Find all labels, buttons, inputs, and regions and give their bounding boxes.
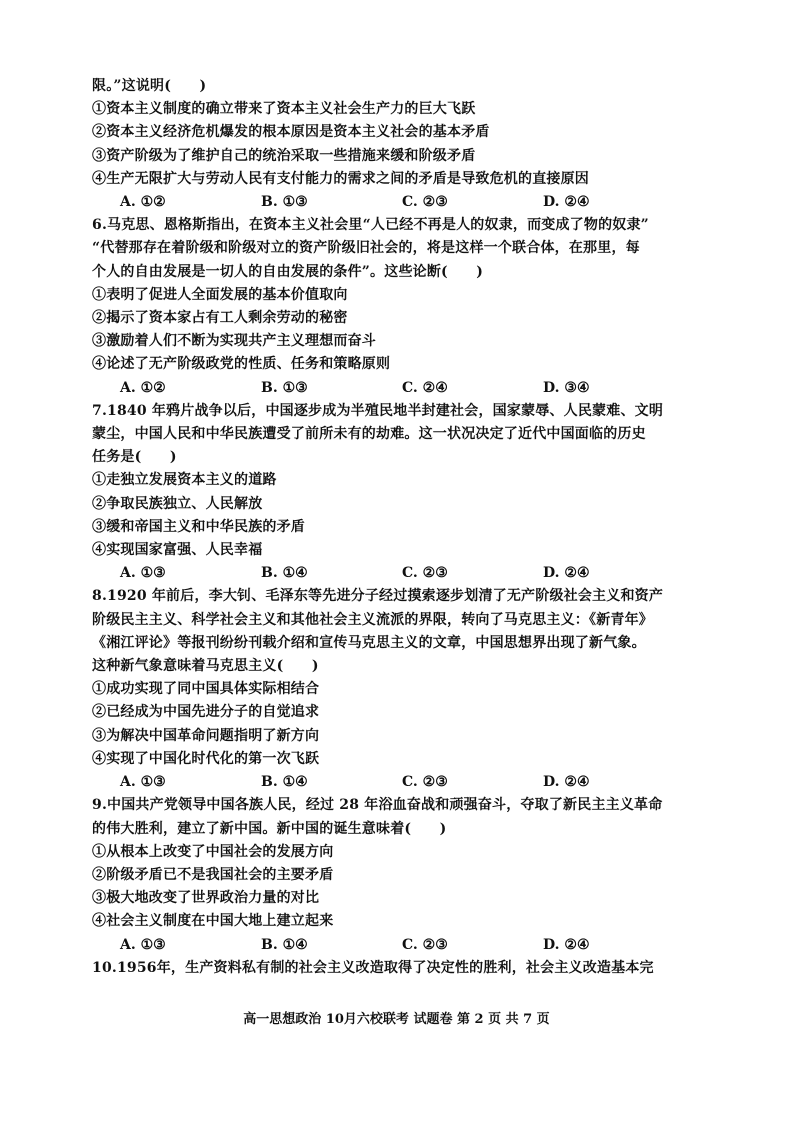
q7-option-b[interactable]: B. ①④ — [261, 565, 308, 582]
q8-item-3: ③为解决中国革命问题指明了新方向 — [92, 727, 320, 744]
q8-stem-line-1: 8.1920 年前后，李大钊、毛泽东等先进分子经过摸索逐步划清了无产阶级社会主义和资产 — [92, 588, 664, 605]
q9-item-4: ④社会主义制度在中国大地上建立起来 — [92, 913, 334, 930]
q8-item-2: ②已经成为中国先进分子的自觉追求 — [92, 704, 320, 721]
q8-option-b[interactable]: B. ①④ — [261, 774, 308, 791]
q6-item-2: ②揭示了资本家占有工人剩余劳动的秘密 — [92, 310, 348, 327]
q7-option-a[interactable]: A. ①③ — [120, 565, 166, 582]
q9-option-d[interactable]: D. ②④ — [543, 936, 590, 953]
q6-option-a[interactable]: A. ①② — [120, 379, 166, 396]
q7-stem-line-3: 任务是( ) — [92, 449, 177, 466]
q6-option-c[interactable]: C. ②④ — [402, 379, 448, 396]
q8-stem-line-3: 《湘江评论》等报刊纷纷刊载介绍和宣传马克思主义的文章，中国思想界出现了新气象。 — [92, 634, 646, 651]
q5-option-b[interactable]: B. ①③ — [261, 194, 308, 211]
q9-option-c[interactable]: C. ②③ — [402, 936, 448, 953]
q6-stem-line-1: 6.马克思、恩格斯指出，在资本主义社会里“人已经不再是人的奴隶，而变成了物的奴隶” — [92, 217, 649, 234]
page-footer: 高一思想政治 10月六校联考 试题卷 第 2 页 共 7 页 — [243, 1012, 550, 1027]
q8-option-d[interactable]: D. ②④ — [543, 774, 590, 791]
page-content — [92, 75, 704, 980]
q8-stem-line-4: 这种新气象意味着马克思主义( ) — [92, 658, 319, 675]
q5-item-3: ③资产阶级为了维护自己的统治采取一些措施来缓和阶级矛盾 — [92, 147, 476, 164]
q9-stem-line-2: 的伟大胜利，建立了新中国。新中国的诞生意味着( ) — [92, 820, 447, 837]
q7-option-d[interactable]: D. ②④ — [543, 565, 590, 582]
q5-option-d[interactable]: D. ②④ — [543, 194, 590, 211]
q8-item-4: ④实现了中国化时代化的第一次飞跃 — [92, 750, 320, 767]
q6-stem-line-3: 个人的自由发展是一切人的自由发展的条件”。这些论断( ) — [92, 263, 484, 280]
q8-item-1: ①成功实现了同中国具体实际相结合 — [92, 681, 320, 698]
q5-item-4: ④生产无限扩大与劳动人民有支付能力的需求之间的矛盾是导致危机的直接原因 — [92, 170, 589, 187]
q5-options — [92, 191, 704, 214]
q6-option-b[interactable]: B. ①③ — [261, 379, 308, 396]
q7-stem-line-2: 蒙尘，中国人民和中华民族遭受了前所未有的劫难。这一状况决定了近代中国面临的历史 — [92, 426, 646, 443]
q9-item-2: ②阶级矛盾已不是我国社会的主要矛盾 — [92, 866, 334, 883]
q10-stem-line-1: 10.1956年，生产资料私有制的社会主义改造取得了决定性的胜利，社会主义改造基本完 — [92, 959, 654, 976]
q5-stem-tail: 限。”这说明( ) — [92, 78, 207, 94]
q9-stem-line-1: 9.中国共产党领导中国各族人民，经过 28 年浴血奋战和顽强奋斗，夺取了新民主主义革命 — [92, 797, 663, 814]
q8-stem-line-2: 阶级民主主义、科学社会主义和其他社会主义流派的界限，转向了马克思主义：《新青年》 — [92, 611, 653, 628]
q9-option-a[interactable]: A. ①③ — [120, 936, 166, 953]
q6-options — [92, 377, 704, 400]
q5-item-1: ①资本主义制度的确立带来了资本主义社会生产力的巨大飞跃 — [92, 101, 476, 118]
q7-item-2: ②争取民族独立、人民解放 — [92, 495, 263, 512]
q9-item-1: ①从根本上改变了中国社会的发展方向 — [92, 843, 334, 860]
q9-options — [92, 934, 704, 957]
q9-item-3: ③极大地改变了世界政治力量的对比 — [92, 890, 320, 907]
q6-item-1: ①表明了促进人全面发展的基本价值取向 — [92, 286, 348, 303]
q7-options — [92, 562, 704, 585]
q9-option-b[interactable]: B. ①④ — [261, 936, 308, 953]
q5-option-c[interactable]: C. ②③ — [402, 194, 448, 211]
q6-item-3: ③激励着人们不断为实现共产主义理想而奋斗 — [92, 333, 376, 350]
q8-option-a[interactable]: A. ①③ — [120, 774, 166, 791]
q6-item-4: ④论述了无产阶级政党的性质、任务和策略原则 — [92, 356, 391, 373]
q7-item-4: ④实现国家富强、人民幸福 — [92, 542, 263, 559]
q7-item-1: ①走独立发展资本主义的道路 — [92, 472, 277, 489]
q6-option-d[interactable]: D. ③④ — [543, 379, 590, 396]
q5-item-2: ②资本主义经济危机爆发的根本原因是资本主义社会的基本矛盾 — [92, 124, 490, 141]
q7-item-3: ③缓和帝国主义和中华民族的矛盾 — [92, 518, 305, 535]
q8-options — [92, 771, 704, 794]
q7-option-c[interactable]: C. ②③ — [402, 565, 448, 582]
q6-stem-line-2: “代替那存在着阶级和阶级对立的资产阶级旧社会的，将是这样一个联合体，在那里，每 — [92, 240, 640, 257]
q8-option-c[interactable]: C. ②③ — [402, 774, 448, 791]
q5-option-a[interactable]: A. ①② — [120, 194, 166, 211]
q7-stem-line-1: 7.1840 年鸦片战争以后，中国逐步成为半殖民地半封建社会，国家蒙辱、人民蒙难、文明 — [92, 402, 664, 419]
